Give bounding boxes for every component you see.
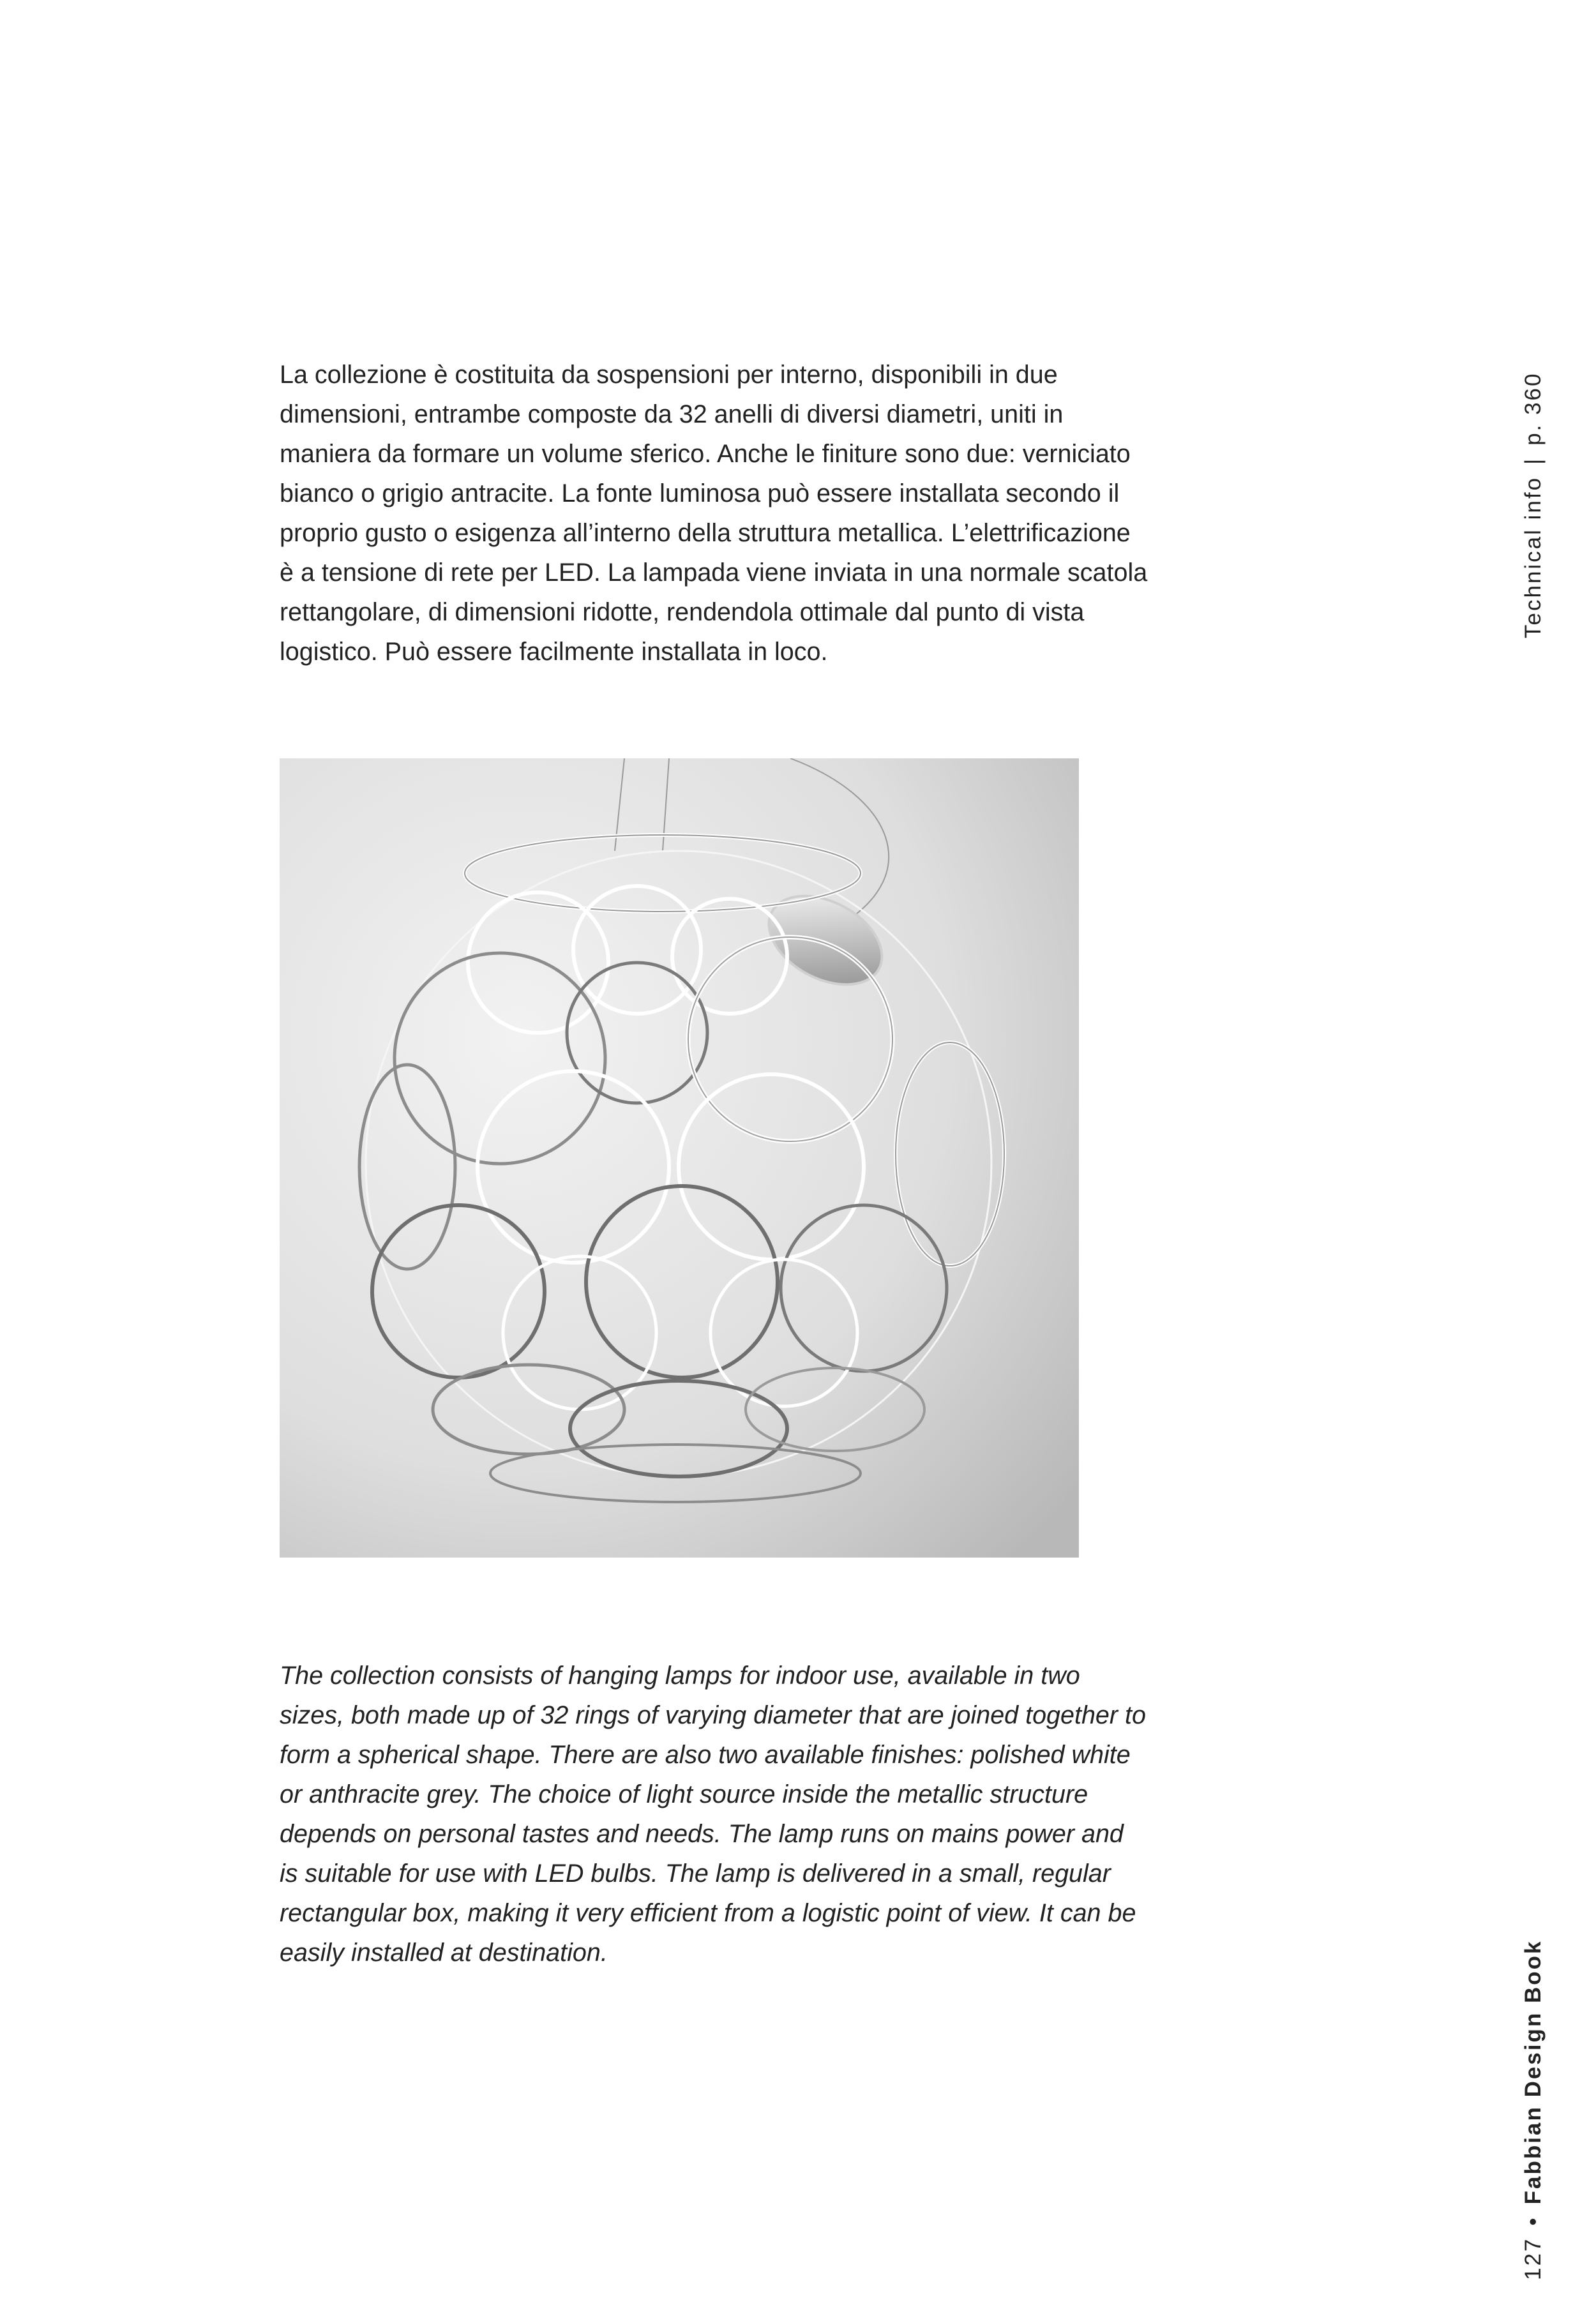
english-line: depends on personal tastes and needs. The lamp runs on mains power and xyxy=(280,1820,1124,1848)
italian-line: dimensioni, entrambe composte da 32 anelli di diversi diametri, uniti in xyxy=(280,400,1064,428)
bullet: • xyxy=(1521,2216,1546,2226)
page-reference: p. 360 xyxy=(1521,372,1546,446)
page-footer xyxy=(1521,1940,1546,2280)
technical-info-reference xyxy=(1521,372,1546,638)
section-label: Technical info xyxy=(1521,476,1546,638)
english-line: form a spherical shape. There are also two available finishes: polished white xyxy=(280,1741,1131,1769)
italian-line: proprio gusto o esigenza all’interno della struttura metallica. L’elettrificazione xyxy=(280,519,1131,547)
lamp-photo xyxy=(280,758,1079,1558)
spherical-ring-lamp-illustration xyxy=(280,758,1079,1558)
italian-line: maniera da formare un volume sferico. Anche le finiture sono due: verniciato xyxy=(280,440,1131,468)
italian-description xyxy=(280,355,1186,672)
italian-line: logistico. Può essere facilmente installata in loco. xyxy=(280,638,828,666)
english-line: sizes, both made up of 32 rings of varying diameter that are joined together to xyxy=(280,1701,1146,1729)
page-number: 127 xyxy=(1521,2237,1546,2280)
italian-line: rettangolare, di dimensioni ridotte, rendendola ottimale dal punto di vista xyxy=(280,598,1085,626)
english-line: easily installed at destination. xyxy=(280,1939,608,1967)
english-line: or anthracite grey. The choice of light source inside the metallic structure xyxy=(280,1780,1088,1808)
english-line: rectangular box, making it very efficient from a logistic point of view. It can be xyxy=(280,1899,1136,1927)
italian-line: bianco o grigio antracite. La fonte luminosa può essere installata secondo il xyxy=(280,479,1120,507)
separator: | xyxy=(1521,456,1546,465)
italian-line: è a tensione di rete per LED. La lampada viene inviata in una normale scatola xyxy=(280,559,1148,587)
english-line: is suitable for use with LED bulbs. The lamp is delivered in a small, regular xyxy=(280,1859,1111,1888)
english-description xyxy=(280,1656,1186,1972)
english-line: The collection consists of hanging lamps for indoor use, available in two xyxy=(280,1662,1080,1690)
italian-line: La collezione è costituita da sospensioni per interno, disponibili in due xyxy=(280,361,1058,389)
book-title: Fabbian Design Book xyxy=(1521,1939,1546,2205)
